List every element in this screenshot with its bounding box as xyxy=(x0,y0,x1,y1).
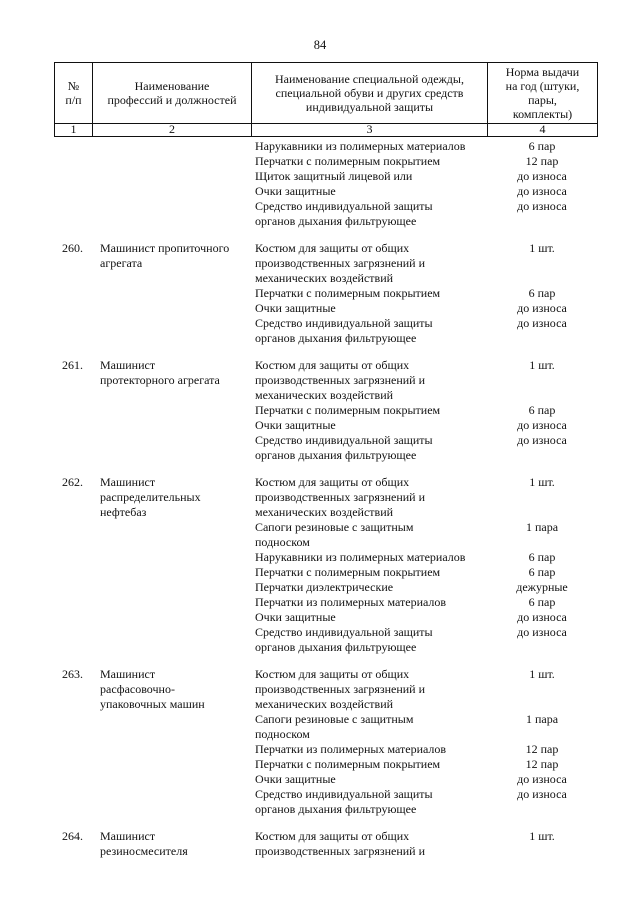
equipment-item: Перчатки с полимерным покрытием xyxy=(255,757,441,771)
issue-norm: 6 пар xyxy=(528,550,556,564)
profession-name: Машинист xyxy=(100,475,156,489)
equipment-item: органов дыхания фильтрующее xyxy=(255,802,417,816)
equipment-item: Щиток защитный лицевой или xyxy=(255,169,413,183)
row-number: 261. xyxy=(62,358,83,372)
row-number: 264. xyxy=(62,829,83,843)
issue-norm: до износа xyxy=(517,433,567,447)
issue-norm: 1 пара xyxy=(525,520,559,534)
equipment-item: Сапоги резиновые с защитным xyxy=(255,520,414,534)
issue-norm: до износа xyxy=(517,169,567,183)
equipment-item: Костюм для защиты от общих xyxy=(255,358,410,372)
issue-norm: 6 пар xyxy=(528,595,556,609)
issue-norm: 6 пар xyxy=(528,139,556,153)
profession-name: упаковочных машин xyxy=(100,697,205,711)
equipment-item: Очки защитные xyxy=(255,772,336,786)
row-number: 262. xyxy=(62,475,83,489)
equipment-item: органов дыхания фильтрующее xyxy=(255,331,417,345)
header-index-4: 4 xyxy=(539,122,546,136)
equipment-item: Средство индивидуальной защиты xyxy=(255,316,433,330)
equipment-item: Нарукавники из полимерных материалов xyxy=(255,550,466,564)
issue-norm: 6 пар xyxy=(528,403,556,417)
equipment-item: Средство индивидуальной защиты xyxy=(255,625,433,639)
equipment-item: подноском xyxy=(255,535,310,549)
issue-norm: до износа xyxy=(517,316,567,330)
issue-norm: до износа xyxy=(517,772,567,786)
header-index-2: 2 xyxy=(169,122,175,136)
equipment-item: Костюм для защиты от общих xyxy=(255,241,410,255)
equipment-item: органов дыхания фильтрующее xyxy=(255,214,417,228)
table-header xyxy=(54,62,598,137)
equipment-item: Костюм для защиты от общих xyxy=(255,667,410,681)
equipment-item: Очки защитные xyxy=(255,418,336,432)
equipment-item: Очки защитные xyxy=(255,301,336,315)
equipment-item: механических воздействий xyxy=(255,505,394,519)
issue-norm: 12 пар xyxy=(525,757,559,771)
equipment-item: Очки защитные xyxy=(255,184,336,198)
issue-norm: 1 шт. xyxy=(529,358,555,372)
equipment-item: Перчатки с полимерным покрытием xyxy=(255,403,441,417)
profession-name: Машинист xyxy=(100,358,156,372)
equipment-item: механических воздействий xyxy=(255,271,394,285)
profession-name: распределительных xyxy=(100,490,201,504)
equipment-item: Средство индивидуальной защиты xyxy=(255,199,433,213)
issue-norm: 12 пар xyxy=(525,154,559,168)
profession-name: резиносмесителя xyxy=(100,844,188,858)
equipment-item: Перчатки диэлектрические xyxy=(255,580,394,594)
row-number: 263. xyxy=(62,667,83,681)
issue-norm: 12 пар xyxy=(525,742,559,756)
header-index-3: 3 xyxy=(366,122,373,136)
equipment-item: производственных загрязнений и xyxy=(255,844,426,858)
issue-norm: 1 шт. xyxy=(529,667,555,681)
equipment-item: производственных загрязнений и xyxy=(255,682,426,696)
profession-name: Машинист пропиточного xyxy=(100,241,230,255)
header-index-1: 1 xyxy=(70,122,77,136)
issue-norm: 1 пара xyxy=(525,712,559,726)
equipment-item: Нарукавники из полимерных материалов xyxy=(255,139,466,153)
equipment-item: Перчатки из полимерных материалов xyxy=(255,595,447,609)
equipment-item: Очки защитные xyxy=(255,610,336,624)
profession-name: Машинист xyxy=(100,829,156,843)
equipment-item: Перчатки с полимерным покрытием xyxy=(255,154,441,168)
profession-name: расфасовочно- xyxy=(100,682,175,696)
equipment-item: Перчатки с полимерным покрытием xyxy=(255,565,441,579)
issue-norm: 6 пар xyxy=(528,286,556,300)
profession-name: Машинист xyxy=(100,667,156,681)
equipment-item: Средство индивидуальной защиты xyxy=(255,787,433,801)
issue-norm: до износа xyxy=(517,418,567,432)
profession-name: агрегата xyxy=(100,256,143,270)
issue-norm: 6 пар xyxy=(528,565,556,579)
profession-name: нефтебаз xyxy=(100,505,147,519)
issue-norm: 1 шт. xyxy=(529,829,555,843)
issue-norm: до износа xyxy=(517,625,567,639)
issue-norm: до износа xyxy=(517,199,567,213)
equipment-item: Перчатки из полимерных материалов xyxy=(255,742,447,756)
issue-norm: дежурные xyxy=(516,580,568,594)
header-col-number: № п/п xyxy=(65,78,82,107)
equipment-item: подноском xyxy=(255,727,310,741)
equipment-item: Перчатки с полимерным покрытием xyxy=(255,286,441,300)
issue-norm: до износа xyxy=(517,184,567,198)
issue-norm: 1 шт. xyxy=(529,475,555,489)
row-number: 260. xyxy=(62,241,83,255)
page-number: 84 xyxy=(313,38,327,52)
equipment-item: Средство индивидуальной защиты xyxy=(255,433,433,447)
equipment-item: органов дыхания фильтрующее xyxy=(255,448,417,462)
header-col-profession: Наименование профессий и должностей xyxy=(107,78,237,107)
equipment-item: органов дыхания фильтрующее xyxy=(255,640,417,654)
equipment-item: производственных загрязнений и xyxy=(255,373,426,387)
equipment-item: Сапоги резиновые с защитным xyxy=(255,712,414,726)
issue-norm: до износа xyxy=(517,610,567,624)
equipment-item: Костюм для защиты от общих xyxy=(255,829,410,843)
equipment-item: производственных загрязнений и xyxy=(255,256,426,270)
equipment-item: производственных загрязнений и xyxy=(255,490,426,504)
equipment-item: Костюм для защиты от общих xyxy=(255,475,410,489)
profession-name: протекторного агрегата xyxy=(100,373,220,387)
header-col-norm: Норма выдачи на год (штуки, пары, комплекты) xyxy=(505,64,580,121)
equipment-item: механических воздействий xyxy=(255,388,394,402)
issue-norm: до износа xyxy=(517,301,567,315)
issue-norm: 1 шт. xyxy=(529,241,555,255)
issue-norm: до износа xyxy=(517,787,567,801)
equipment-item: механических воздействий xyxy=(255,697,394,711)
header-col-equipment: Наименование специальной одежды, специальной обуви и других средств индивидуальной защиты xyxy=(275,71,464,114)
